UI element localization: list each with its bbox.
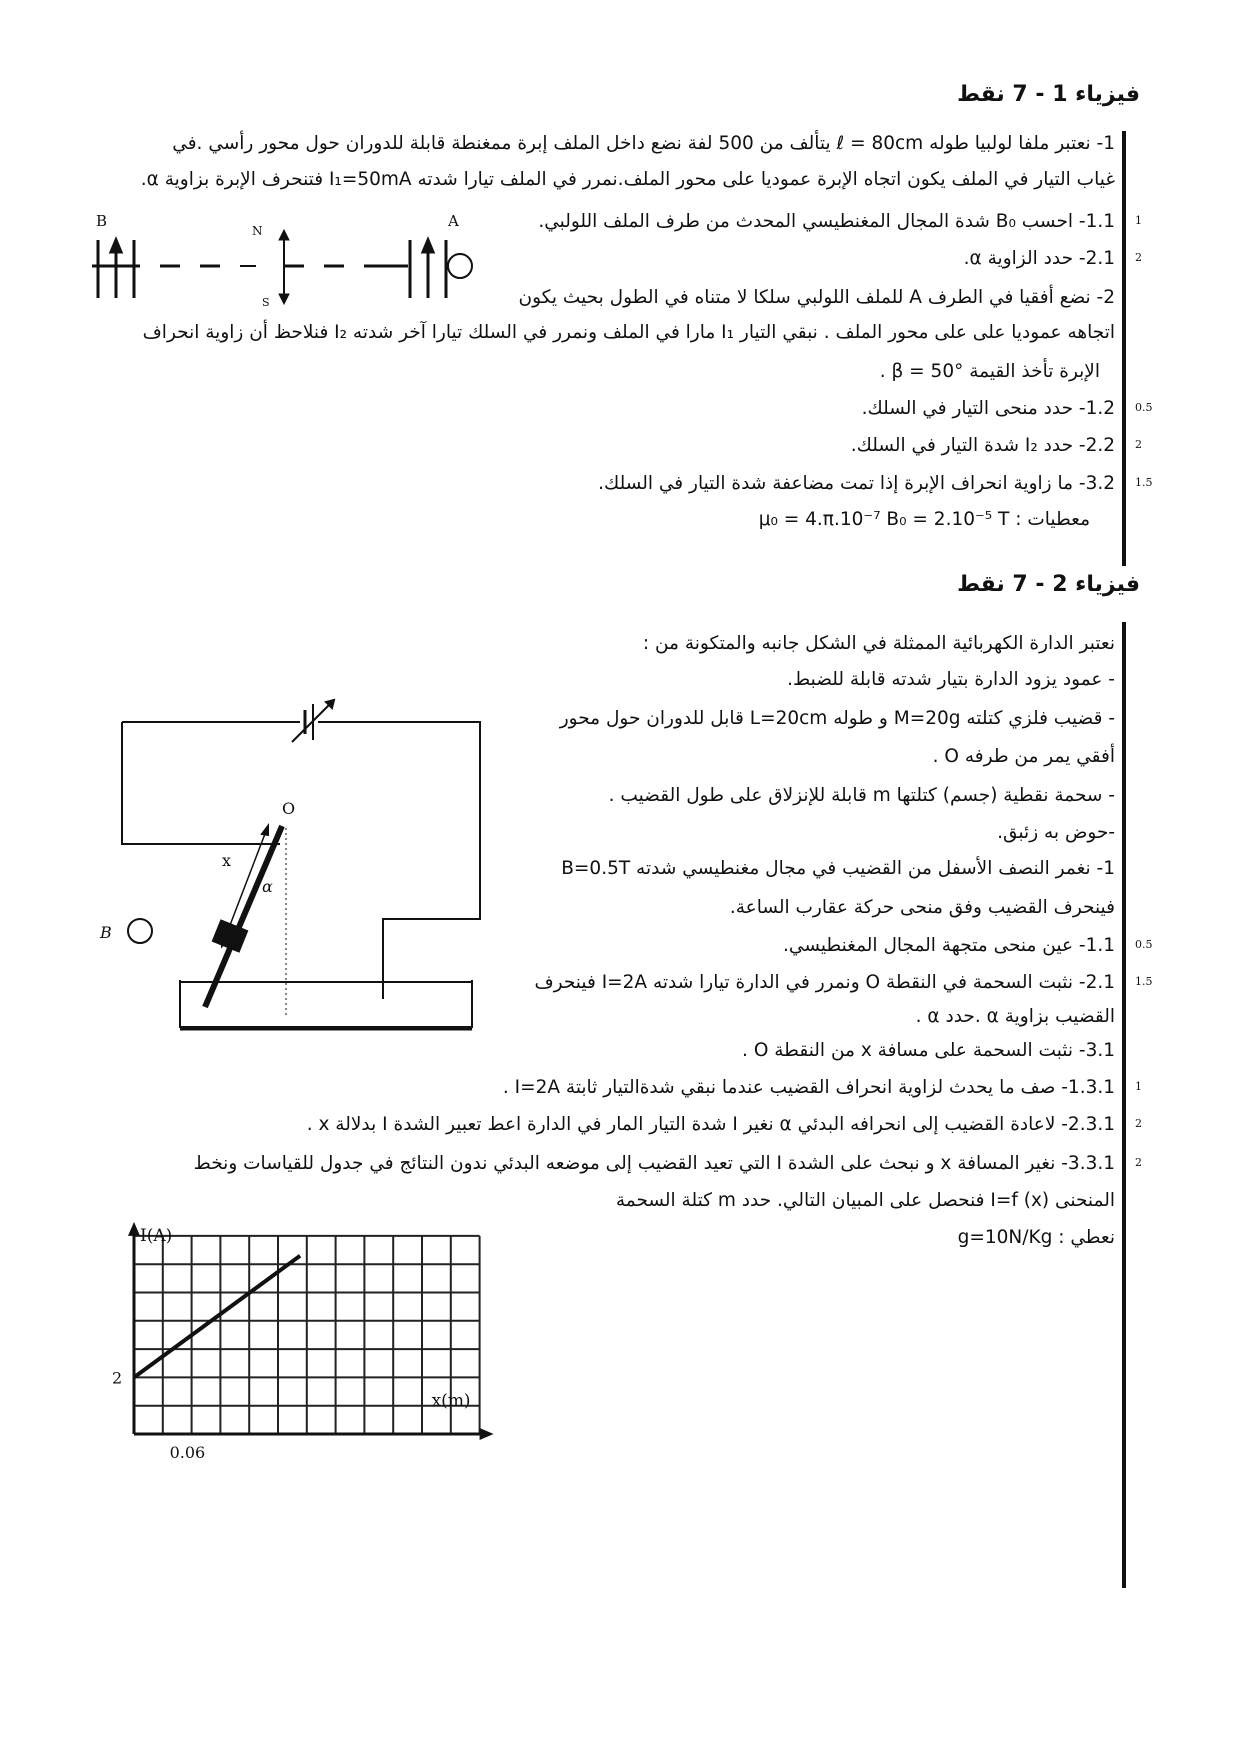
part2-line: -حوض به زئبق. (997, 822, 1115, 843)
part2-line: فينحرف القضيب وفق منحى حركة عقارب الساعة. (729, 897, 1115, 918)
part1-line: 2.1- حدد الزاوية α. (963, 248, 1115, 269)
x-axis-label: x(m) (431, 1391, 471, 1411)
part2-line: القضيب بزاوية α .حدد α . (915, 1006, 1115, 1027)
points-value: 2 (1135, 438, 1142, 451)
part2-line: 3.3.1- نغير المسافة x و نبحث على الشدة I التي تعيد القضيب إلى موضعه البدئي ندون النتائج في جدول للقياسات ونخط (193, 1153, 1115, 1174)
label-n: N (252, 224, 263, 238)
label-s: S (262, 296, 270, 309)
part1-line: غياب التيار في الملف يكون اتجاه الإبرة عموديا على محور الملف.نمرر في الملف تيارا شدته I₁=50mA فتنحرف الإبرة بزاوية α. (140, 169, 1115, 190)
part2-line: - قضيب فلزي كتلته M=20g و طوله L=20cm قابل للدوران حول محور (559, 708, 1115, 729)
part1-line: 2.2- حدد I₂ شدة التيار في السلك. (850, 435, 1115, 456)
part2-line: 2.3.1- لاعادة القضيب إلى انحرافه البدئي α نغير I شدة التيار المار في الدارة اعط تعبير الشدة I بدلالة x . (306, 1114, 1115, 1135)
label-b-vector: B (100, 923, 112, 942)
points-value: 2 (1135, 1156, 1142, 1169)
part1-line: 2- نضع أفقيا في الطرف A للملف اللولبي سلكا لا متناه في الطول بحيث يكون (518, 287, 1115, 308)
part2-line: 2.1- نثبت السحمة في النقطة O ونمرر في الدارة تيارا شدته I=2A فينحرف (534, 972, 1115, 993)
part1-line: 1.2- حدد منحى التيار في السلك. (861, 398, 1115, 419)
part2-line: 1.3.1- صف ما يحدث لزاوية انحراف القضيب عندما نبقي شدةالتيار ثابتة I=2A . (502, 1077, 1115, 1098)
x-tick-label: 0.06 (169, 1443, 206, 1462)
part2-line: - سحمة نقطية (جسم) كتلتها m قابلة للإنزلاق على طول القضيب . (608, 785, 1115, 806)
part2-line: 3.1- نثبت السحمة على مسافة x من النقطة O . (742, 1040, 1115, 1061)
label-x: x (222, 851, 232, 870)
part2-line: أفقي يمر من طرفه O . (932, 746, 1115, 767)
label-b: B (96, 212, 108, 230)
part2-line: نعتبر الدارة الكهربائية الممثلة في الشكل جانبه والمتكونة من : (642, 633, 1115, 654)
part1-line: 1- نعتبر ملفا لولبيا طوله ℓ = 80cm يتألف من 500 لفة نضع داخل الملف إبرة ممغنطة قابلة للدوران حول محور رأسي .في (172, 133, 1115, 154)
part2-line: نعطي : g=10N/Kg (957, 1227, 1115, 1248)
points-value: 1.5 (1135, 476, 1153, 489)
part2-title: فيزياء 2 - 7 نقط (957, 572, 1140, 597)
circuit-diagram (99, 700, 480, 1029)
points-value: 2 (1135, 1117, 1142, 1130)
data-line (134, 1256, 300, 1378)
part1-line: اتجاهه عموديا على على محور الملف . نبقي التيار I₁ مارا في الملف ونمرر في السلك تيارا آخر شدته I₂ فنلاحظ أن زاوية انحراف (142, 322, 1115, 343)
solenoid-diagram (92, 212, 472, 309)
points-value: 0.5 (1135, 938, 1153, 951)
label-alpha: α (262, 877, 273, 896)
part1-line: 1.1- احسب B₀ شدة المجال المغنطيسي المحدث من طرف الملف اللولبي. (538, 211, 1115, 232)
label-o: O (282, 799, 296, 818)
y-axis-label: I(A) (140, 1225, 173, 1246)
part1-line: الإبرة تأخذ القيمة β = 50° . (879, 361, 1100, 382)
part2-line: المنحنى I=f (x) فنحصل على المبيان التالي. حدد m كتلة السحمة (615, 1190, 1115, 1211)
points-value: 1.5 (1135, 975, 1153, 988)
part1-line: معطيات : μ₀ = 4.π.10⁻⁷ B₀ = 2.10⁻⁵ T (758, 509, 1090, 530)
part1-line: 3.2- ما زاوية انحراف الإبرة إذا تمت مضاعفة شدة التيار في السلك. (598, 473, 1115, 494)
points-value: 1 (1135, 214, 1142, 227)
points-value: 2 (1135, 251, 1142, 264)
part2-line: - عمود يزود الدارة بتيار شدته قابلة للضبط. (787, 669, 1115, 690)
label-a: A (448, 212, 459, 230)
chart-i-vs-x (112, 1222, 494, 1462)
points-value: 0.5 (1135, 401, 1153, 414)
part2-line: 1.1- عين منحى متجهة المجال المغنطيسي. (783, 935, 1115, 956)
part2-line: 1- نغمر النصف الأسفل من القضيب في مجال مغنطيسي شدته B=0.5T (561, 858, 1115, 879)
y-axis-arrow (128, 1222, 140, 1236)
y-tick-label: 2 (112, 1368, 123, 1388)
x-axis-arrow (480, 1428, 494, 1440)
points-value: 1 (1135, 1080, 1142, 1093)
part1-title: فيزياء 1 - 7 نقط (957, 82, 1140, 107)
